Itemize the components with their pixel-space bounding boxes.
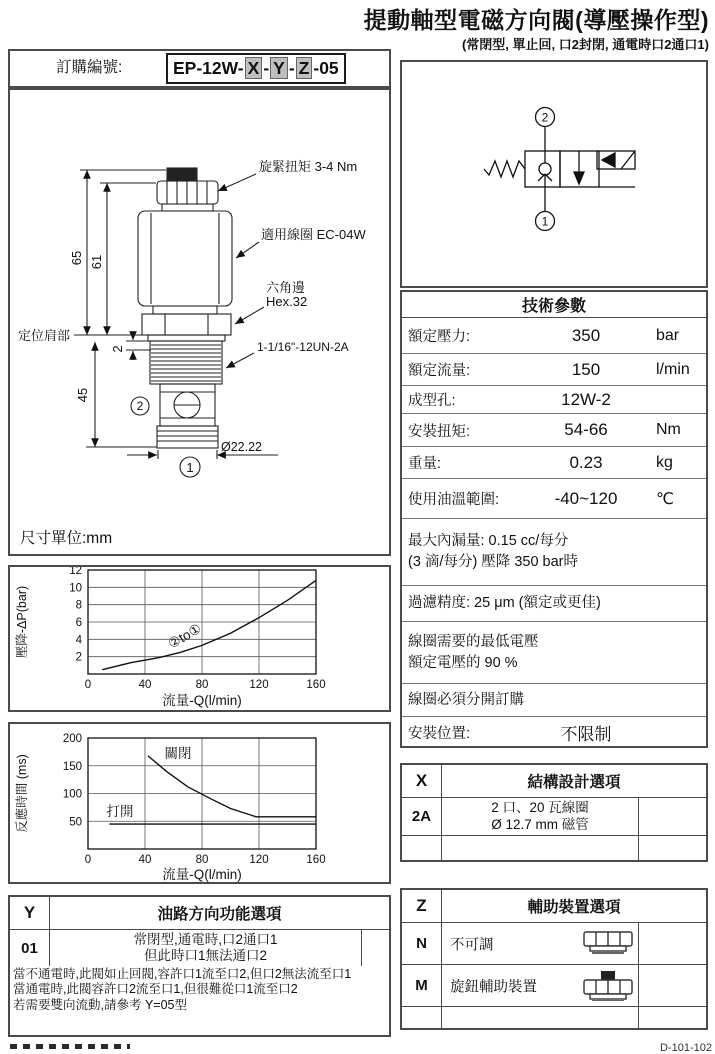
svg-text:120: 120 bbox=[249, 679, 269, 691]
y-axis-label: 壓降-ΔP(bar) bbox=[15, 585, 29, 659]
tech-row bbox=[402, 478, 706, 518]
symbol-port-2-label: 2 bbox=[541, 110, 549, 125]
tech-table-rows bbox=[402, 318, 706, 748]
option-row-code: 2A bbox=[402, 798, 442, 835]
tech-row-label: 安裝位置: bbox=[408, 726, 471, 742]
order-code-segment: - bbox=[263, 58, 270, 78]
z-table-header bbox=[402, 890, 706, 923]
tech-row-value: 12W-2 bbox=[561, 389, 611, 409]
y-table-header bbox=[10, 897, 389, 930]
hex-label-en: Hex.32 bbox=[266, 294, 308, 309]
port-2-label: 2 bbox=[136, 399, 144, 413]
z-table-rows bbox=[402, 923, 706, 1029]
z-table-key: Z bbox=[402, 890, 442, 922]
tech-row-text: 過濾精度: 25 μm (額定或更佳) bbox=[408, 595, 601, 611]
tech-row-unit: kg bbox=[656, 453, 673, 471]
option-row-text: 常閉型,通電時,口2通口1 bbox=[133, 931, 278, 947]
svg-text:12: 12 bbox=[69, 567, 82, 577]
svg-text:6: 6 bbox=[75, 617, 82, 629]
x-table-rows bbox=[402, 798, 706, 861]
response-time-chart-panel bbox=[8, 722, 391, 884]
option-row-code bbox=[402, 836, 442, 861]
x-axis-label: 流量-Q(l/min) bbox=[162, 867, 242, 882]
diameter-label: Ø22.22 bbox=[221, 440, 263, 454]
fixed-plug-icon bbox=[581, 929, 635, 959]
order-code-var-Z: Z bbox=[296, 57, 313, 79]
svg-text:2: 2 bbox=[75, 651, 82, 664]
option-row-code: M bbox=[402, 965, 442, 1006]
option-row bbox=[402, 836, 706, 861]
title-block bbox=[364, 2, 709, 53]
tech-row-text: 線圈需要的最低電壓 bbox=[408, 633, 539, 650]
option-row-text: 但此時口1無法通口2 bbox=[143, 948, 268, 963]
tech-row-value: -40~120 bbox=[554, 488, 618, 508]
footer-left-cutoff bbox=[10, 1044, 130, 1049]
y-table-title: 油路方向功能選項 bbox=[157, 906, 282, 923]
y-table-key: Y bbox=[10, 897, 50, 929]
option-row-content bbox=[442, 965, 638, 1006]
tech-row bbox=[402, 385, 706, 413]
svg-text:0: 0 bbox=[84, 854, 92, 866]
option-row bbox=[402, 1007, 706, 1029]
pressure-drop-chart bbox=[10, 567, 389, 710]
option-row-spare-cell bbox=[361, 930, 389, 966]
series-label: 打開 bbox=[106, 804, 134, 819]
y-table-notes bbox=[10, 966, 389, 1013]
tech-row bbox=[402, 716, 706, 748]
option-row-spare-cell bbox=[638, 965, 706, 1006]
option-row-spare-cell bbox=[638, 798, 706, 835]
tech-row bbox=[402, 318, 706, 353]
tech-row-value: 54-66 bbox=[564, 420, 608, 439]
tech-row-text: 最大內漏量: 0.15 cc/每分 bbox=[408, 533, 569, 549]
coil-label: 適用線圈 EC-04W bbox=[261, 227, 366, 242]
tech-row-label: 使用油溫範圍: bbox=[408, 492, 500, 508]
footer-doc-number: D-101-102 bbox=[660, 1042, 712, 1054]
tech-row bbox=[402, 585, 706, 621]
tech-row-value: 0.23 bbox=[569, 452, 603, 472]
svg-text:160: 160 bbox=[306, 679, 326, 691]
response-time-chart bbox=[10, 724, 389, 882]
tech-row bbox=[402, 621, 706, 683]
tech-row-label: 安裝扭矩: bbox=[408, 423, 471, 440]
tech-row bbox=[402, 683, 706, 716]
order-number-panel bbox=[8, 49, 391, 88]
y-note-line: 若需要雙向流動,請參考 Y=05型 bbox=[13, 997, 187, 1012]
x-table-key: X bbox=[402, 765, 442, 797]
series-label: 關閉 bbox=[164, 746, 192, 761]
svg-text:50: 50 bbox=[69, 816, 82, 829]
tech-row-text: (3 滴/每分) 壓降 350 bar時 bbox=[408, 554, 579, 570]
svg-text:80: 80 bbox=[195, 854, 209, 866]
option-row-spare-cell bbox=[638, 836, 706, 861]
option-row bbox=[402, 965, 706, 1007]
dim-45-label: 45 bbox=[75, 387, 90, 403]
svg-text:0: 0 bbox=[84, 679, 92, 691]
option-row-spare-cell bbox=[638, 923, 706, 964]
hex-nut-shape bbox=[142, 314, 231, 335]
y-note-line: 當不通電時,此閥如止回閥,容許口1流至口2,但口2無法流至口1 bbox=[13, 967, 352, 981]
check-valve-ball bbox=[539, 163, 551, 175]
y-table-rows bbox=[10, 930, 389, 966]
tech-row-value: 350 bbox=[571, 325, 601, 345]
order-code-segment: -05 bbox=[313, 58, 339, 78]
tech-row-text: 線圈必須分開訂購 bbox=[408, 691, 524, 708]
z-option-table bbox=[400, 888, 708, 1030]
dimension-drawing-panel bbox=[8, 88, 391, 556]
option-row-content bbox=[442, 923, 638, 964]
x-option-table bbox=[400, 763, 708, 862]
option-row bbox=[402, 923, 706, 965]
option-row-content bbox=[442, 836, 638, 861]
order-number-label: 訂購編號: bbox=[56, 59, 123, 76]
dimension-unit-note: 尺寸單位:mm bbox=[20, 530, 113, 547]
tech-row-value: 不限制 bbox=[560, 725, 612, 744]
dim-65-label: 65 bbox=[69, 250, 84, 266]
svg-text:200: 200 bbox=[62, 733, 82, 745]
dim-2-label: 2 bbox=[110, 345, 125, 353]
hex-label-cn: 六角邊 bbox=[266, 280, 306, 295]
svg-text:10: 10 bbox=[69, 582, 82, 595]
option-row-text: 旋鈕輔助裝置 bbox=[450, 979, 537, 995]
x-axis-label: 流量-Q(l/min) bbox=[162, 693, 242, 708]
svg-text:160: 160 bbox=[306, 854, 326, 866]
tech-row-unit: Nm bbox=[656, 421, 681, 438]
option-row-content bbox=[50, 930, 361, 966]
order-code bbox=[166, 53, 346, 84]
valve-dimension-drawing bbox=[10, 90, 389, 552]
pressure-drop-chart-panel bbox=[8, 565, 391, 712]
svg-text:40: 40 bbox=[138, 854, 152, 866]
svg-text:80: 80 bbox=[195, 679, 209, 691]
svg-text:40: 40 bbox=[138, 679, 152, 691]
tech-row-label: 重量: bbox=[408, 456, 442, 472]
tech-row-label: 額定壓力: bbox=[408, 329, 471, 345]
svg-text:4: 4 bbox=[75, 634, 82, 647]
order-code-var-Y: Y bbox=[270, 57, 288, 79]
flow-arrow bbox=[574, 172, 584, 184]
port-1-label: 1 bbox=[186, 460, 194, 475]
symbol-port-1-label: 1 bbox=[541, 214, 549, 229]
svg-text:120: 120 bbox=[249, 854, 269, 866]
option-row-content bbox=[442, 1007, 638, 1029]
coil-body-shape bbox=[138, 211, 232, 306]
z-table-title: 輔助裝置選項 bbox=[527, 899, 621, 916]
tech-row-label: 額定流量: bbox=[408, 363, 471, 379]
tech-row-text: 額定電壓的 90 % bbox=[408, 654, 518, 671]
tech-table-title: 技術參數 bbox=[402, 292, 706, 318]
tech-row bbox=[402, 353, 706, 385]
option-row-content bbox=[442, 798, 638, 835]
option-row-text: 2 口、20 瓦線圈 bbox=[491, 800, 589, 815]
y-axis-label: 反應時間 (ms) bbox=[15, 754, 29, 833]
tech-row-label: 成型孔: bbox=[408, 393, 456, 409]
tech-row-unit: l/min bbox=[656, 360, 690, 378]
tech-row bbox=[402, 446, 706, 478]
option-row-code bbox=[402, 1007, 442, 1029]
order-code-var-X: X bbox=[245, 57, 263, 79]
svg-text:150: 150 bbox=[62, 760, 82, 773]
cap-nut-shape bbox=[167, 168, 197, 181]
order-code-segment: - bbox=[288, 58, 295, 78]
option-row-spare-cell bbox=[638, 1007, 706, 1029]
tech-row-unit: bar bbox=[656, 326, 680, 344]
tech-row bbox=[402, 518, 706, 585]
tech-row-unit: ℃ bbox=[656, 490, 674, 508]
option-row bbox=[402, 798, 706, 836]
knob-plug-icon bbox=[581, 971, 635, 1001]
technical-parameters-table bbox=[400, 290, 708, 748]
tech-row bbox=[402, 413, 706, 446]
dim-61-label: 61 bbox=[89, 254, 104, 270]
option-row-code: N bbox=[402, 923, 442, 964]
series-label: ②to① bbox=[165, 620, 204, 652]
x-table-header bbox=[402, 765, 706, 798]
x-table-title: 結構設計選項 bbox=[527, 774, 621, 791]
shoulder-label: 定位肩部 bbox=[18, 328, 71, 343]
page-subtitle: (常閉型, 單止回, 口2封閉, 通電時口2通口1) bbox=[461, 37, 709, 52]
spring-symbol bbox=[484, 161, 525, 177]
option-row-text: 不可調 bbox=[450, 937, 494, 953]
tech-row-value: 150 bbox=[571, 359, 601, 379]
hydraulic-symbol bbox=[402, 62, 706, 286]
y-note-line: 當通電時,此閥容許口2流至口1,但很難從口1流至口2 bbox=[13, 982, 298, 997]
torque-label: 旋緊扭矩 3-4 Nm bbox=[259, 159, 358, 174]
option-row bbox=[10, 930, 389, 966]
page-title: 提動軸型電磁方向閥(導壓操作型) bbox=[363, 7, 709, 33]
hydraulic-symbol-panel bbox=[400, 60, 708, 288]
svg-text:8: 8 bbox=[75, 599, 82, 612]
order-code-segment: EP-12W- bbox=[173, 58, 244, 78]
option-row-text: Ø 12.7 mm 磁管 bbox=[491, 816, 589, 832]
thread-label: 1-1/16"-12UN-2A bbox=[257, 340, 349, 354]
series-close bbox=[148, 756, 316, 817]
svg-text:100: 100 bbox=[62, 788, 82, 801]
y-option-table bbox=[8, 895, 391, 1037]
option-row-code: 01 bbox=[10, 930, 50, 966]
